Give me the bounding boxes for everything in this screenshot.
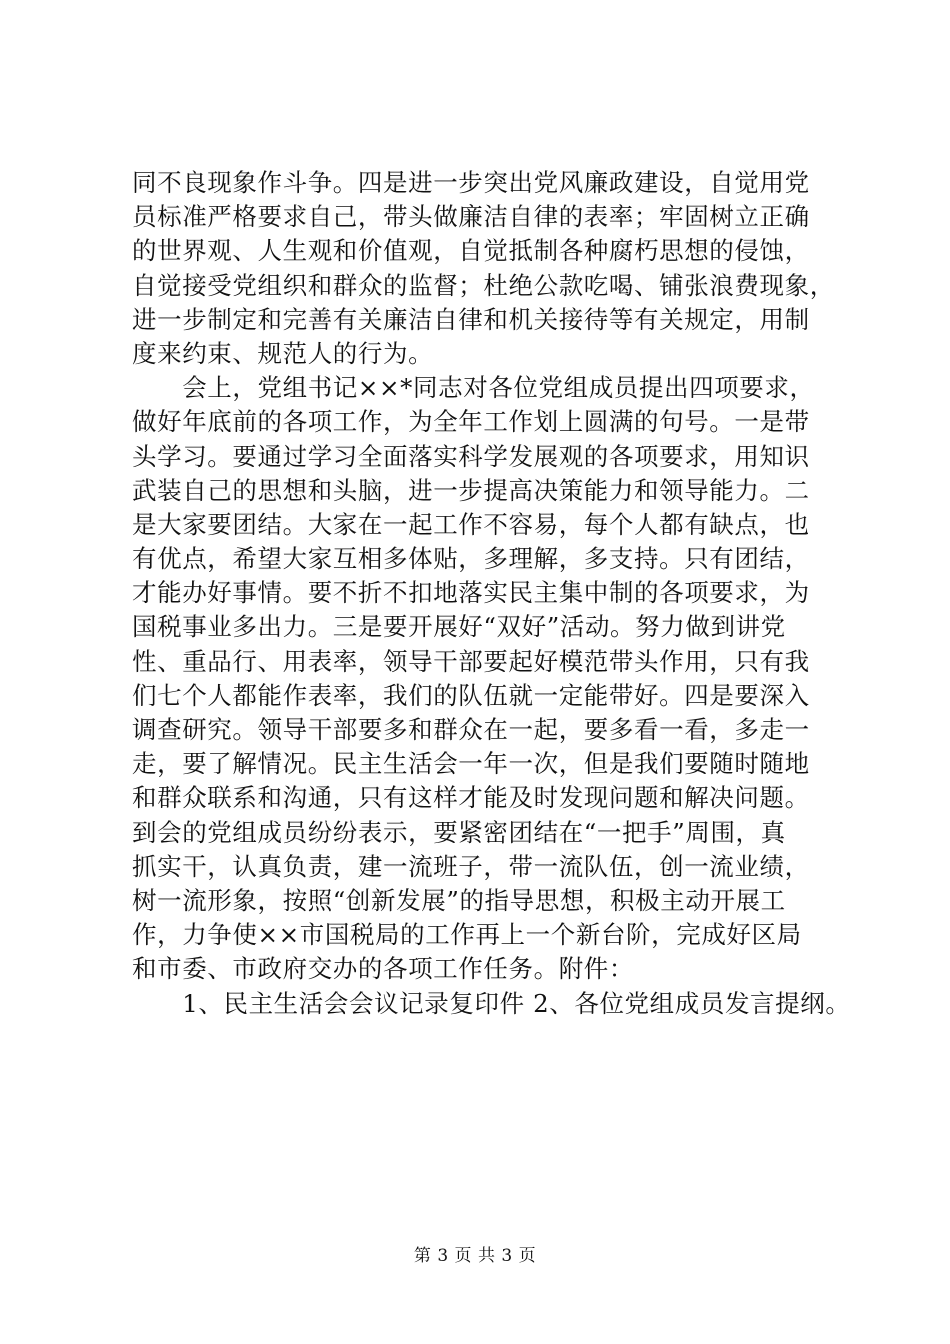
body-text [132, 166, 852, 1021]
text-line: 是大家要团结。大家在一起工作不容易，每个人都有缺点，也 [132, 509, 810, 539]
text-line: 和市委、市政府交办的各项工作任务。附件： [132, 954, 634, 984]
text-line: 的世界观、人生观和价值观，自觉抵制各种腐朽思想的侵蚀， [132, 236, 810, 266]
text-line: 抓实干，认真负责，建一流班子，带一流队伍，创一流业绩， [132, 851, 810, 881]
text-line: 度来约束、规范人的行为。 [132, 338, 434, 368]
text-line: 调查研究。领导干部要多和群众在一起，要多看一看，多走一 [132, 715, 810, 744]
text-line: 员标准严格要求自己，带头做廉洁自律的表率；牢固树立正确 [132, 202, 810, 232]
text-line: 做好年底前的各项工作，为全年工作划上圆满的句号。一是带 [132, 407, 810, 437]
text-line: 性、重品行、用表率，领导干部要起好模范带头作用，只有我 [132, 646, 810, 676]
text-line: 和群众联系和沟通，只有这样才能及时发现问题和解决问题。 [132, 783, 810, 813]
text-line: 会上，党组书记××*同志对各位党组成员提出四项要求， [132, 373, 815, 403]
text-line: 作，力争使××市国税局的工作再上一个新台阶，完成好区局 [132, 920, 802, 950]
text-line: 国税事业多出力。三是要开展好“双好”活动。努力做到讲党 [132, 612, 786, 642]
text-line: 同不良现象作斗争。四是进一步突出党风廉政建设，自觉用党 [132, 168, 810, 197]
text-line: 进一步制定和完善有关廉洁自律和机关接待等有关规定，用制 [132, 304, 810, 334]
text-line: 们七个人都能作表率，我们的队伍就一定能带好。四是要深入 [132, 680, 810, 710]
text-line: 自觉接受党组织和群众的监督；杜绝公款吃喝、铺张浪费现象， [132, 270, 835, 300]
text-line: 到会的党组成员纷纷表示，要紧密团结在“一把手”周围，真 [132, 817, 786, 847]
text-line: 树一流形象，按照“创新发展”的指导思想，积极主动开展工 [132, 885, 786, 915]
text-line: 有优点，希望大家互相多体贴，多理解，多支持。只有团结， [132, 544, 810, 574]
text-line: 头学习。要通过学习全面落实科学发展观的各项要求，用知识 [132, 441, 810, 471]
page-number-footer: 第 3 页 共 3 页 [413, 1246, 537, 1266]
text-line: 走，要了解情况。民主生活会一年一次，但是我们要随时随地 [132, 749, 810, 779]
text-line: 1、民主生活会会议记录复印件 2、各位党组成员发言提纲。 [132, 988, 851, 1018]
text-line: 才能办好事情。要不折不扣地落实民主集中制的各项要求，为 [132, 578, 810, 608]
text-line: 武装自己的思想和头脑，进一步提高决策能力和领导能力。二 [132, 475, 810, 505]
